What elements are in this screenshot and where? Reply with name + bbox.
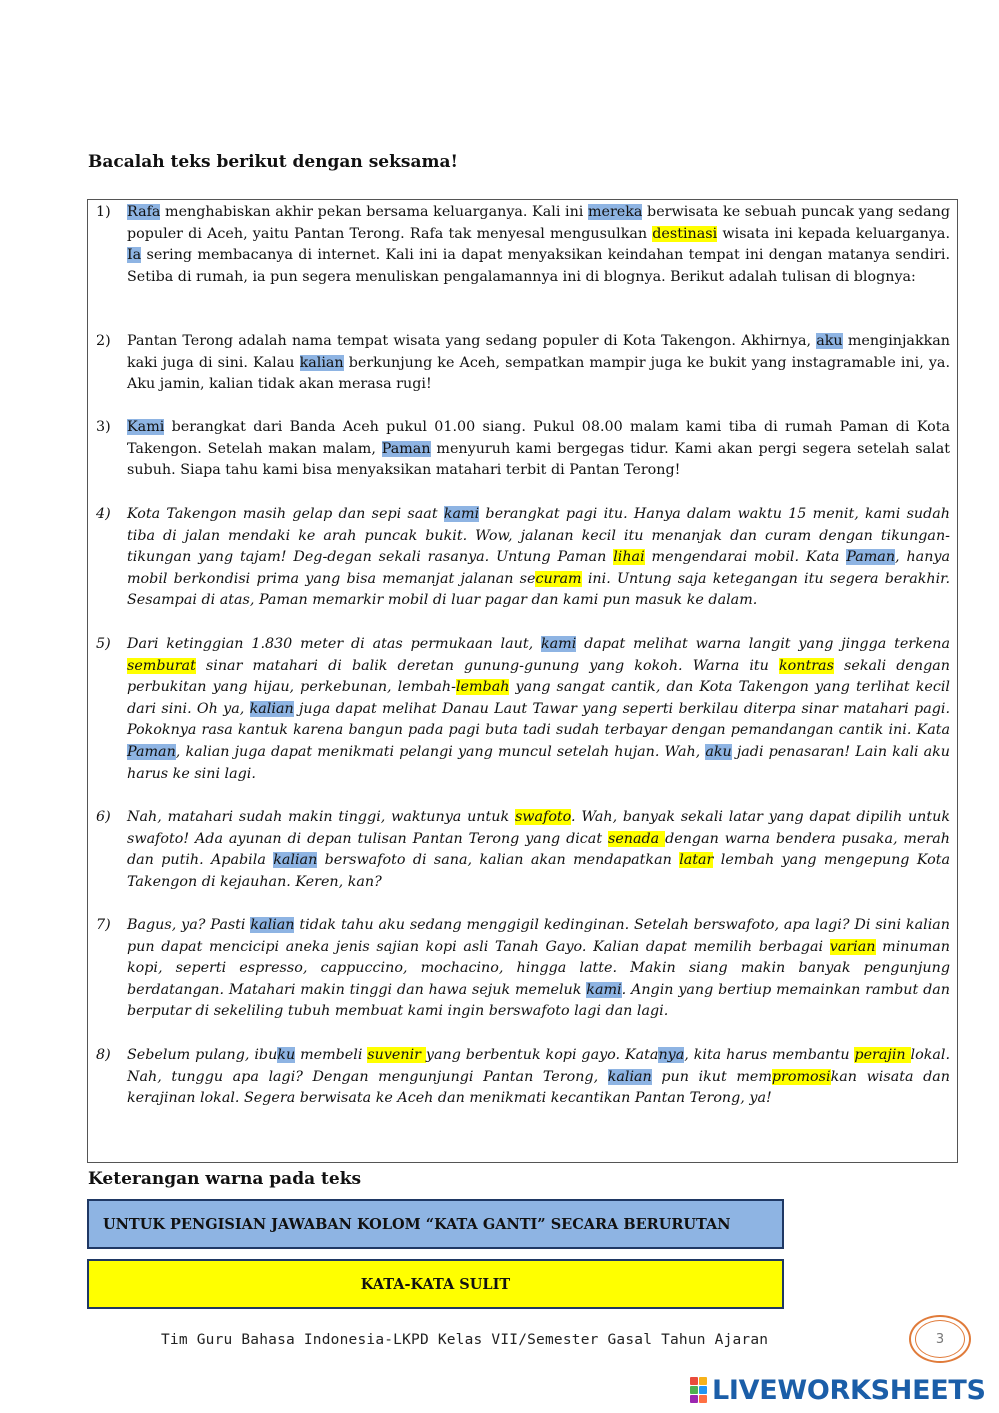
text-segment: mengendarai mobil. Kata — [644, 549, 847, 566]
brand-logo[interactable] — [690, 1373, 986, 1407]
legend-difficult-words-box — [87, 1259, 784, 1309]
difficult-word-highlight: promosi — [771, 1068, 831, 1085]
pronoun-highlight: kami — [586, 981, 622, 998]
text-segment: . Wah, banyak sekali latar yang dapat dipilih untuk swafoto! Ada ayunan di depan tulisan Pantan Terong yang dicat — [127, 809, 951, 847]
pronoun-highlight: kami — [541, 636, 577, 652]
text-segment: , kita harus membantu — [684, 1047, 855, 1063]
pronoun-highlight: nya — [658, 1047, 685, 1063]
pronoun-highlight: Paman — [381, 440, 431, 457]
liveworksheets-logo-icon — [690, 1377, 708, 1403]
paragraph-7 — [96, 915, 950, 1023]
paragraph-text — [127, 202, 950, 288]
pronoun-highlight: ku — [277, 1047, 296, 1063]
difficult-word-highlight: perajin — [854, 1047, 911, 1063]
difficult-word-highlight: semburat — [127, 657, 196, 674]
pronoun-highlight: Paman — [127, 743, 176, 760]
text-segment: Pantan Terong adalah nama tempat wisata yang sedang populer di Kota Takengon. Akhirnya, — [127, 333, 817, 349]
text-segment: pun ikut mem — [651, 1068, 772, 1085]
paragraph-number: 1) — [96, 204, 111, 220]
difficult-word-highlight: varian — [829, 938, 876, 955]
text-segment: yang berbentuk kopi gayo. Kata — [425, 1047, 659, 1063]
difficult-word-highlight: swafoto — [514, 809, 572, 825]
paragraph-4 — [96, 504, 950, 612]
difficult-word-highlight: lembah — [455, 679, 510, 696]
text-segment: dapat melihat warna langit yang jingga terkena — [576, 636, 950, 652]
text-segment: lokal. Nah, tunggu apa lagi? Dengan mengunjungi Pantan Terong, — [127, 1047, 950, 1085]
pronoun-highlight: kalian — [250, 917, 295, 933]
paragraph-text — [127, 915, 950, 1023]
difficult-word-highlight: latar — [679, 852, 714, 869]
legend-pronoun-box — [87, 1199, 784, 1249]
pronoun-highlight: kalian — [299, 354, 344, 371]
paragraph-5 — [96, 634, 950, 785]
paragraph-2 — [96, 331, 950, 396]
paragraph-number: 7) — [96, 917, 111, 933]
paragraph-number: 6) — [96, 809, 111, 825]
reading-text-box — [87, 199, 958, 1163]
text-segment: Sebelum pulang, ibu — [127, 1047, 278, 1063]
pronoun-highlight: kalian — [607, 1068, 652, 1085]
text-segment: membeli — [295, 1047, 368, 1063]
paragraph-text — [127, 504, 950, 612]
text-segment: jadi penasaran! Lain kali aku harus ke sini lagi. — [127, 743, 950, 782]
difficult-word-highlight: senada — [607, 830, 666, 847]
pronoun-highlight: aku — [816, 333, 843, 349]
paragraph-8 — [96, 1045, 950, 1110]
paragraph-text — [127, 1045, 950, 1110]
difficult-word-highlight: destinasi — [652, 225, 718, 242]
text-segment: berswafoto di sana, kalian akan mendapatkan — [317, 852, 680, 869]
text-segment: kan wisata dan kerajinan lokal. Segera berwisata ke Aceh dan menikmati kecantikan Pantan Terong, ya! — [127, 1068, 950, 1107]
difficult-word-highlight: suvenir — [367, 1047, 426, 1063]
paragraph-number: 8) — [96, 1047, 111, 1063]
pronoun-highlight: kalian — [273, 852, 318, 869]
paragraph-6 — [96, 807, 950, 893]
text-segment: tidak tahu aku sedang menggigil kedinginan. Setelah berswafoto, apa lagi? Di sini kalian pun dapat mencicipi aneka jenis sajian kopi asli Tanah Gayo. Kalian dapat memilih berbagai — [127, 917, 950, 955]
text-segment: Bagus, ya? Pasti — [127, 917, 251, 933]
paragraph-text — [127, 634, 950, 785]
text-segment: lembah yang mengepung Kota Takengon di kejauhan. Keren, kan? — [127, 852, 950, 890]
text-segment: . Angin yang bertiup memainkan rambut dan berputar di sekeliling tubuh membuat kami ingin berswafoto lagi dan lagi. — [127, 981, 950, 1020]
paragraph-text — [127, 331, 950, 396]
text-segment: yang sangat cantik, dan Kota Takengon yang terlihat kecil dari sini. Oh ya, — [127, 679, 950, 717]
text-segment: , kalian juga dapat menikmati pelangi yang muncul setelah hujan. Wah, — [175, 743, 706, 760]
difficult-word-highlight: kontras — [779, 657, 834, 674]
pronoun-highlight: kami — [443, 506, 480, 522]
pronoun-highlight: aku — [705, 743, 732, 760]
legend-title: Keterangan warna pada teks — [88, 1169, 362, 1189]
text-segment: sinar matahari di balik deretan gunung-gunung yang kokoh. Warna itu — [195, 657, 779, 674]
text-segment: menyuruh kami bergegas tidur. Kami akan pergi segera setelah salat subuh. Siapa tahu kami bisa menyaksikan matahari terbit di Pantan Terong! — [127, 440, 950, 479]
pronoun-highlight: Kami — [127, 419, 165, 435]
pronoun-highlight: mereka — [587, 204, 643, 220]
pronoun-highlight: Rafa — [127, 204, 161, 220]
paragraph-text — [127, 417, 950, 482]
pronoun-highlight: kalian — [249, 700, 294, 717]
paragraph-number: 3) — [96, 419, 111, 435]
text-segment: berangkat dari Banda Aceh pukul 01.00 siang. Pukul 08.00 malam kami tiba di rumah Paman di Kota Takengon. Setelah makan malam, — [127, 419, 950, 457]
text-segment: Dari ketinggian 1.830 meter di atas permukaan laut, — [127, 636, 541, 652]
paragraph-number: 2) — [96, 333, 111, 349]
text-segment: berangkat pagi itu. Hanya dalam waktu 15 menit, kami sudah tiba di jalan mendaki ke arah puncak bukit. Wow, jalanan kecil itu menanjak dan curam dengan tikungan-tikungan yang tajam! Deg-degan sekali rasanya. Untung Paman — [127, 506, 950, 566]
text-segment: ini. Untung saja ketegangan itu segera berakhir. Sesampai di atas, Paman memarkir mobil di luar pagar dan kami pun masuk ke dalam. — [127, 570, 950, 609]
pronoun-highlight: Ia — [127, 247, 142, 264]
text-segment: minuman kopi, seperti espresso, cappuccino, mochacino, hingga latte. Makin siang makin banyak pengunjung berdatangan. Matahari makin tinggi dan hawa sejuk memeluk — [127, 938, 950, 998]
paragraph-1 — [96, 202, 950, 288]
paragraph-number: 4) — [96, 506, 111, 522]
text-segment: , hanya mobil berkondisi prima yang bisa memanjat jalanan se — [127, 549, 950, 587]
footer-text: Tim Guru Bahasa Indonesia-LKPD Kelas VII/Semester Gasal Tahun Ajaran — [161, 1332, 769, 1348]
difficult-word-highlight: curam — [535, 570, 582, 587]
text-segment: berkunjung ke Aceh, sempatkan mampir juga ke bukit yang instagramable ini, ya. Aku jamin, kalian tidak akan merasa rugi! — [127, 354, 950, 393]
paragraph-number: 5) — [96, 636, 111, 652]
text-segment: juga dapat melihat Danau Laut Tawar yang seperti berkilau diterpa sinar matahari pagi. Pokoknya rasa kantuk karena bangun pada pagi buta tadi sudah terbayar dengan pemandangan cantik ini. Kata — [127, 700, 950, 739]
text-segment: menghabiskan akhir pekan bersama keluarganya. Kali ini — [160, 204, 588, 220]
text-segment: menginjakkan kaki juga di sini. Kalau — [127, 333, 951, 371]
paragraph-3 — [96, 417, 950, 482]
text-segment: Kota Takengon masih gelap dan sepi saat — [127, 506, 444, 522]
text-segment: Nah, matahari sudah makin tinggi, waktunya untuk — [127, 809, 515, 825]
text-segment: sering membacanya di internet. Kali ini ia dapat menyaksikan keindahan tempat ini dengan matanya sendiri. Setiba di rumah, ia pun segera menuliskan pengalamannya ini di blognya. Berikut adalah tulisan di blognya: — [127, 247, 950, 285]
text-segment: sekali dengan perbukitan yang hijau, perkebunan, lembah- — [127, 657, 950, 696]
text-segment: berwisata ke sebuah puncak yang sedang populer di Aceh, yaitu Pantan Terong. Rafa tak menyesal mengusulkan — [127, 204, 950, 242]
pronoun-highlight: Paman — [846, 549, 896, 566]
paragraph-text — [127, 807, 950, 893]
legend-difficult-words-label: KATA-KATA SULIT — [360, 1275, 511, 1293]
difficult-word-highlight: lihai — [613, 549, 645, 566]
text-segment: wisata ini kepada keluarganya. — [717, 225, 950, 242]
page-title: Bacalah teks berikut dengan seksama! — [88, 152, 458, 172]
brand-name: LIVEWORKSHEETS — [712, 1374, 986, 1406]
text-segment: dengan warna bendera pusaka, merah dan putih. Apabila — [127, 830, 951, 869]
page-number-badge — [909, 1315, 971, 1363]
legend-pronoun-label: UNTUK PENGISIAN JAWABAN KOLOM “KATA GANTI” SECARA BERURUTAN — [103, 1215, 731, 1233]
page-number: 3 — [935, 1331, 945, 1347]
